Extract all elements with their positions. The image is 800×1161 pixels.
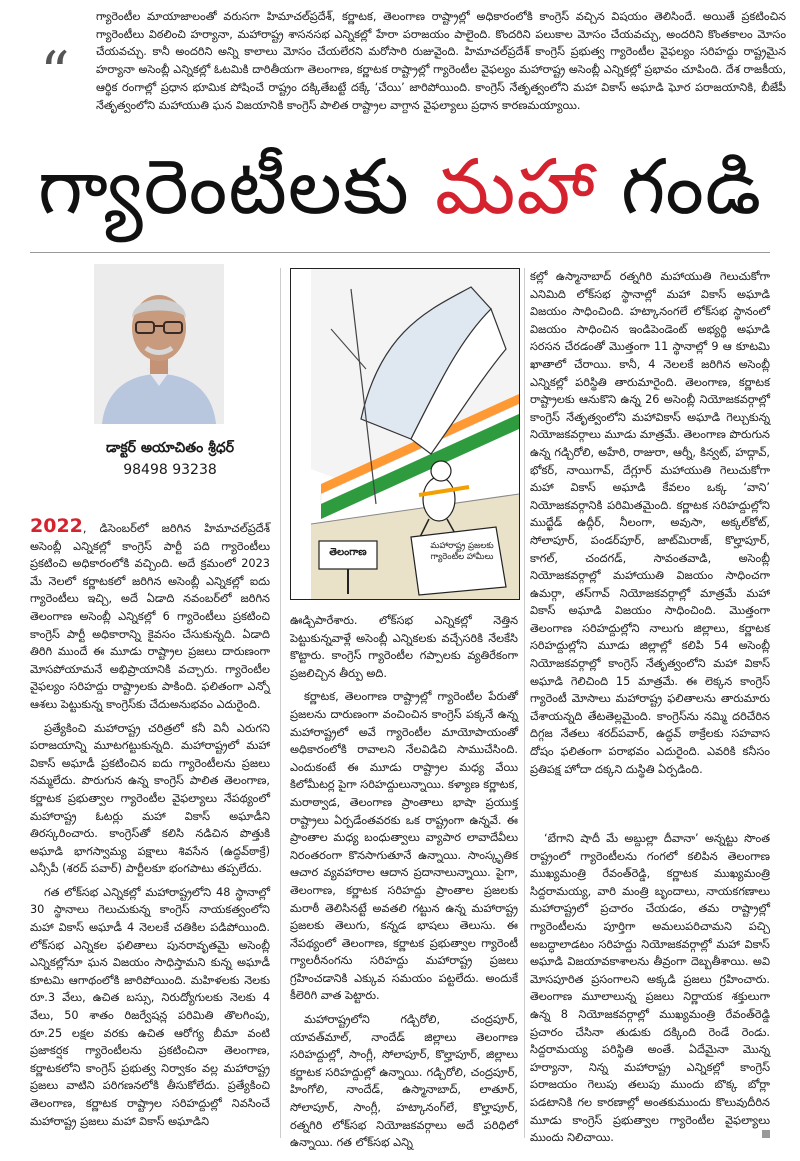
author-phone: 98498 93238 [123,462,217,478]
lead-text: , డిసెంబర్‌లో జరిగిన హిమాచల్‌ప్రదేశ్‌ అసెంబ్లీ ఎన్నికల్లో కాంగ్రెస్‌ పార్టీ పది గ్యారెంటీలు ప్రకటించి అధికారంలోకి వచ్చింది. అదే క్రమంలో 2023 మే నెలలో కర్ణాటకలో జరిగిన అసెంబ్లీ ఎన్నికల్లో ఐదు గ్యారెంటీలు ఇచ్చి, అదే ఏడాది నవంబర్‌లో జరిగిన తెలంగాణ అసెంబ్లీ ఎన్నికల్లో 6 గ్యారెంటీలు ప్రకటించి కాంగ్రెస్‌ పార్టీ అధికారాన్ని కైవసం చేసుకున్నది. ఏడాది తిరిగి ముందే ఈ మూడు రాష్ట్రాల ప్రజలు దారుణంగా మోసపోయామనే అభిప్రాయానికి వచ్చారు. గ్యారెంటీల వైఫల్యం సరిహద్దు రాష్ట్రాలకు పాకింది. ఫలితంగా ఎన్నో ఆశలు పెట్టుకున్న కాంగ్రెస్‌కు చేదుఅనుభవం ఎదురైంది. [30,522,270,711]
article-column-3-continued [530,830,770,1153]
intro-text: గ్యారెంటీల మాయాజాలంతో వరుసగా హిమాచల్‌ప్రదేశ్‌, కర్ణాటక, తెలంగాణ రాష్ట్రాల్లో అధికారంలోకి కాంగ్రెస్‌ వచ్చిన విషయం తెలిసిందే. అయితే ప్రకటించిన గ్యారెంటీలు విఠలించి హర్యానా, మహారాష్ట్ర శాసనసభ ఎన్నికల్లో హేరా పరాజయం పాలైంది. కొందరిని పలుకాల మోసం చేయవచ్చు, అందరిని కొంతకాలం మోసం చేయవచ్చు. కానీ అందరిని అన్ని కాలాలు మోసం చేయలేరని మరోసారి రుజువైంది. హిమాచల్‌ప్రదేశ్‌ కాంగ్రెస్‌ ప్రభుత్వ గ్యారెంటీల వైఫల్యం సరిహద్దు రాష్ట్రమైన హర్యానా అసెంబ్లీ ఎన్నికల్లో ఓటమికి దారితీయగా తెలంగాణ, కర్ణాటక రాష్ట్రాల్లో గ్యారెంటీల వైఫల్యం మహారాష్ట్ర అసెంబ్లీ ఎన్నికల్లో ప్రభావం చూపింది. దేశ రాజకీయ, ఆర్థిక రంగాల్లో ప్రధాన భూమిక పోషించే రాష్ట్రం దక్కితేబట్టే దక్కే ‘చేయి’ జారిపోయింది. కాంగ్రెస్‌ నేతృత్వంలోని మహా వికాస్‌ అఘాడి ఘోర పరాజయానికి, బీజేపీ నేతృత్వంలోని మహాయుతి ఘన విజయానికి కాంగ్రెస్‌ పాలిత రాష్ట్రాల వాగ్దాన వైఫల్యాలు ప్రధాన కారణమయ్యాయి. [96,10,786,112]
cartoon-banner: మహారాష్ట్ర ప్రజలకు గ్యారెంటీల హామీలు [430,541,494,562]
headline [0,128,800,246]
lead-year: 2022 [30,515,83,537]
article-paragraph: కల్లో ఉస్మానాబాద్‌ రత్నగిరి మహాయుతి గెలుచుకోగా ఎనిమిది లోక్‌సభ స్థానాల్లో మహా వికాస్‌ అఘాడి విజయం సాధించింది. హట్కానంగలే లోక్‌సభ స్థానంలో విజయం సాధించిన ఇండిపెండెంట్‌ అభ్యర్థి అఘాడి సరసన చేరడంతో మొత్తంగా 11 స్థానాల్లో 9 ఆ కూటమి ఖాతాలో చేరాయి. కానీ, 4 నెలలకే జరిగిన అసెంబ్లీ ఎన్నికల్లో పరిస్థితి తారుమారైంది. తెలంగాణ, కర్ణాటక రాష్ట్రాలకు ఆనుకొని ఉన్న 26 అసెంబ్లీ నియోజకవర్గాల్లో కాంగ్రెస్‌ నేతృత్వంలోని మహావికాస్‌ అఘాడి గెల్చుకున్న నియోజకవర్గాలు మూడు మాత్రమే. తెలంగాణ పొరుగున ఉన్న గడ్చిరోలి, అహేరి, రాజురా, ఆర్నీ, కిన్వట్‌, హద్గావ్‌, భోకర్‌, నాయిగావ్‌, దేగ్లూర్‌ మహాయుతి గెలుచుకోగా మహా వికాస్‌ అఘాడి కేవలం ఒక్క ‘వాని’ నియోజకవర్గానికి పరిమితమైంది. కర్ణాటక సరిహద్దుల్లోని ముద్ఖేడ్‌ ఉద్గీర్‌, నీలంగా, అవుసా, అక్కల్‌కోట్‌, సోలాపూర్‌, పండర్‌పూర్‌, జాట్‌మిరాజ్‌, కొల్హాపూర్‌, కాగల్‌, చందగడ్‌, సావంతవాడి, అసెంబ్లీ నియోజకవర్గాల్లో మహాయుతి విజయం సాధించగా ఉమర్గా, తస్‌గావ్‌ నియోజకవర్గాల్లో మాత్రమే మహా వికాస్‌ అఘాడి విజయం సాధించింది. మొత్తంగా తెలంగాణ సరిహద్దుల్లోని నాలుగు జిల్లాలు, కర్ణాటక సరిహద్దుల్లోని మూడు జిల్లాల్లో కలిపి 54 అసెంబ్లీ నియోజకవర్గాల్లో కాంగ్రెస్‌ నేతృత్వంలోని మహా వికాస్‌ అఘాడి గెలిచింది 15 మాత్రమే. ఈ లెక్కన కాంగ్రెస్‌ గ్యారెంటీ మోసాలు మహారాష్ట్ర ఫలితాలను తారుమారు చేశాయన్నది తేటతెల్లమైంది. కాంగ్రెస్‌ను నమ్మి దరిచేరిన దిగ్గజ నేతలు శరద్‌పవార్‌, ఉద్ధవ్‌ ఠాక్రేలకు సహవాస దోషం ఫలితంగా పరాభవం ఎదురైంది. ఎవరికి కనీసం ప్రతిపక్ష హోదా దక్కని దుస్థితి ఏర్పడింది. [530,270,770,776]
headline-part-2: మహా [434,142,622,231]
end-mark [762,1130,770,1138]
article-paragraph: కర్ణాటక, తెలంగాణ రాష్ట్రాల్లో గ్యారెంటీల పేరుతో ప్రజలను దారుణంగా వంచించిన కాంగ్రెస్‌ పక్కనే ఉన్న మహారాష్ట్రలో అవే గ్యారెంటీల మాయోపాయంతో అధికారంలోకి రావాలని నేలవిడిచి సాముచేసింది. ఎందుకంటే ఈ మూడు రాష్ట్రాల మధ్య వేయి కిలోమీటర్ల పైగా సరిహద్దులున్నాయి. కళ్యాణ కర్ణాటక, మరాఠ్వాడ, తెలంగాణ ప్రాంతాలు భాషా ప్రయుక్త రాష్ట్రాలు ఏర్పడేంతవరకు ఒక రాష్ట్రంగా ఉన్నవే. ఈ ప్రాంతాల మధ్య బంధుత్వాలు వ్యాపార లావాదేవీలు నిరంతరంగా కొనసాగుతూనే ఉన్నాయి. సాంస్కృతిక ఆచార వ్యవహారాల ఆదాన ప్రదానాలున్నాయి. పైగా, తెలంగాణ, కర్ణాటక సరిహద్దు ప్రాంతాల ప్రజలకు మరాఠీ తెలిసినట్టే అవతలి గట్టున ఉన్న మహారాష్ట్ర ప్రజలకు తెలుగు, కన్నడ భాషలు తెలుసు. ఈ నేపథ్యంలో తెలంగాణ, కర్ణాటక ప్రభుత్వాల గ్యారెంటీ గ్యాలరీనంగను సరిహద్దు మహారాష్ట్ర ప్రజలు గ్రహించడానికి ఎక్కువ సమయం పట్టలేదు. అందుకే కీలెరిగి వాత పెట్టారు. [290,690,518,1003]
cartoon-signboard: తెలంగాణ [329,547,367,558]
article-column-2 [290,612,518,1158]
author-photo [94,264,224,424]
article-paragraph: ఊడ్చిపారేశారు. లోక్‌సభ ఎన్నికల్లో నెత్తిన పెట్టుకున్నవాళ్లే అసెంబ్లీ ఎన్నికలకు వచ్చేసరికి నేలకేసి కొట్టారు. కాంగ్రెస్‌ గ్యారెంటీల గప్పాలకు వ్యతిరేకంగా ప్రజలిచ్చిన తీర్పు అది. [290,614,518,680]
intro-blurb [0,0,800,128]
author-name: డాక్టర్‌ అయాచితం శ్రీధర్‌ [105,440,235,456]
headline-part-1: గ్యారెంటీలకు [37,142,435,231]
column-separator [524,268,525,1138]
quote-icon: “ [40,39,70,107]
article-paragraph: ప్రత్యేకించి మహారాష్ట్ర చరిత్రలో కనీ వినీ ఎరుగని పరాజయాన్ని మూటగట్టుకున్నది. మహారాష్ట్రలో మహా వికాస్‌ అఘాడీ ప్రకటించిన ఐదు గ్యారెంటీలను ప్రజలు నమ్మలేదు. పొరుగున ఉన్న కాంగ్రెస్‌ పాలిత తెలంగాణ, కర్ణాటక ప్రభుత్వాల గ్యారెంటీల వైఫల్యాలు నేపథ్యంలో మహారాష్ట్ర ఓటర్లు మహా వికాస్‌ అఘాడీని తిరస్కరించారు. కాంగ్రెస్‌తో కలిసి నడిచిన పొత్తుకి అఘాడి భాగస్వామ్య పక్షాలు శివసేన (ఉద్ధవ్‌ఠాక్రే) ఎన్సీపీ (శరద్‌ పవార్‌) పార్టీలకూ భంగపాటు తప్పలేదు. [30,721,270,876]
article-paragraph [30,515,270,714]
column-separator [280,268,281,1138]
divider [30,252,770,253]
article-paragraph: ‘బేగాని షాదీ మే అబ్దుల్లా దీవానా’ అన్నట్టు సొంత రాష్ట్రంలో గ్యారెంటీలను గంగలో కలిపిన తెలంగాణ ముఖ్యమంత్రి రేవంత్‌రెడ్డి, కర్ణాటక ముఖ్యమంత్రి సిద్దరామయ్య, వారి మంత్రి బృందాలు, నాయకగణాలు మహారాష్ట్రలో ప్రచారం చేయడం, తమ రాష్ట్రాల్లో గ్యారెంటీలను పూర్తిగా అమలుపరిచామని పచ్చి అబద్ధాలాడటం సరిహద్దు నియోజకవర్గాల్లో మహా వికాస్‌ అఘాడి విజయావకాశాలను తీవ్రంగా దెబ్బతీశాయి. అవి మోసపూరిత ప్రసంగాలని అక్కడి ప్రజలు గ్రహించారు. తెలంగాణ మూలాలున్న ప్రజలు నిర్ణాయక శక్తులుగా ఉన్న 8 నియోజకవర్గాల్లో ముఖ్యమంత్రి రేవంత్‌రెడ్డి ప్రచారం చేసినా తుడుకు దక్కింది రెండే రెండు. సిద్దరామయ్య పరిస్థితి అంతే. ఏదేమైనా మొన్న హర్యానా, నిన్న మహారాష్ట్ర ఎన్నికల్లో కాంగ్రెస్‌ పరాజయం గెలుపు తలుపు ముందు బొక్క బోర్లా పడటానికి గల కారణాల్లో అంతకుముందు కొలువుదీరిన మూడు కాంగ్రెస్‌ ప్రభుత్వాల గ్యారెంటీల వైఫల్యాలు ముందు నిలిచాయి. [530,832,770,1145]
headline-part-3: గండి [621,142,763,231]
article-column-1 [30,515,270,1136]
cartoon [290,268,520,600]
article-column-3 [530,268,770,784]
article-paragraph: గత లోక్‌సభ ఎన్నికల్లో మహారాష్ట్రలోని 48 స్థానాల్లో 30 స్థానాలు గెలుచుకున్న కాంగ్రెస్‌ నాయకత్వంలోని మహా వికాస్‌ అఘాడీ 4 నెలలకే చతికిల పడిపోయింది. లోక్‌సభ ఎన్నికల ఫలితాలు పునరావృతమై అసెంబ్లీ ఎన్నికల్లోనూ ఘన విజయం సాధిస్తామని కున్న అఘాడీ కూటమి ఆగాథంలోకి జారిపోయింది. మహిళలకు నెలకు రూ.3 వేలు, ఉచిత బస్సు, నిరుద్యోగులకు నెలకు 4 వేలు, 50 శాతం రిజర్వేషన్ల పరిమితి తొలగింపు, రూ.25 లక్షల వరకు ఉచిత ఆరోగ్య బీమా వంటి ప్రజాకర్షక గ్యారెంటీలను ప్రకటించినా తెలంగాణ, కర్ణాటకలోని కాంగ్రెస్‌ ప్రభుత్వ నిర్వాకం వల్ల మహారాష్ట్ర ప్రజలు వాటిని పరిగణనలోకి తీసుకోలేదు. ప్రత్యేకించి తెలంగాణ, కర్ణాటక రాష్ట్రాల సరిహద్దుల్లో నివసించే మహారాష్ట్ర ప్రజలు మహా వికాస్‌ అఘాడిని [30,885,270,1128]
article-paragraph: మహారాష్ట్రలోని గడ్చిరోలి, చంద్రపూర్‌, యావత్‌మాల్‌, నాందేడ్‌ జిల్లాలు తెలంగాణ సరిహద్దుల్లో, సాంగ్లీ, సోలాపూర్‌, కొల్హాపూర్‌, జిల్లాలు కర్ణాటక సరిహద్దుల్లో ఉన్నాయి. గడ్చిరోలి, చంద్రపూర్‌, హింగోలి, నాందేడ్‌, ఉస్మానాబాద్‌, లాతూర్‌, సోలాపూర్‌, సాంగ్లీ, హట్కానంగ్‌లే, కొల్హాపూర్‌, రత్నగిరి లోక్‌సభ నియోజకవర్గాలు అదే పరిధిలో ఉన్నాయి. గత లోక్‌సభ ఎన్ని [290,1013,518,1150]
